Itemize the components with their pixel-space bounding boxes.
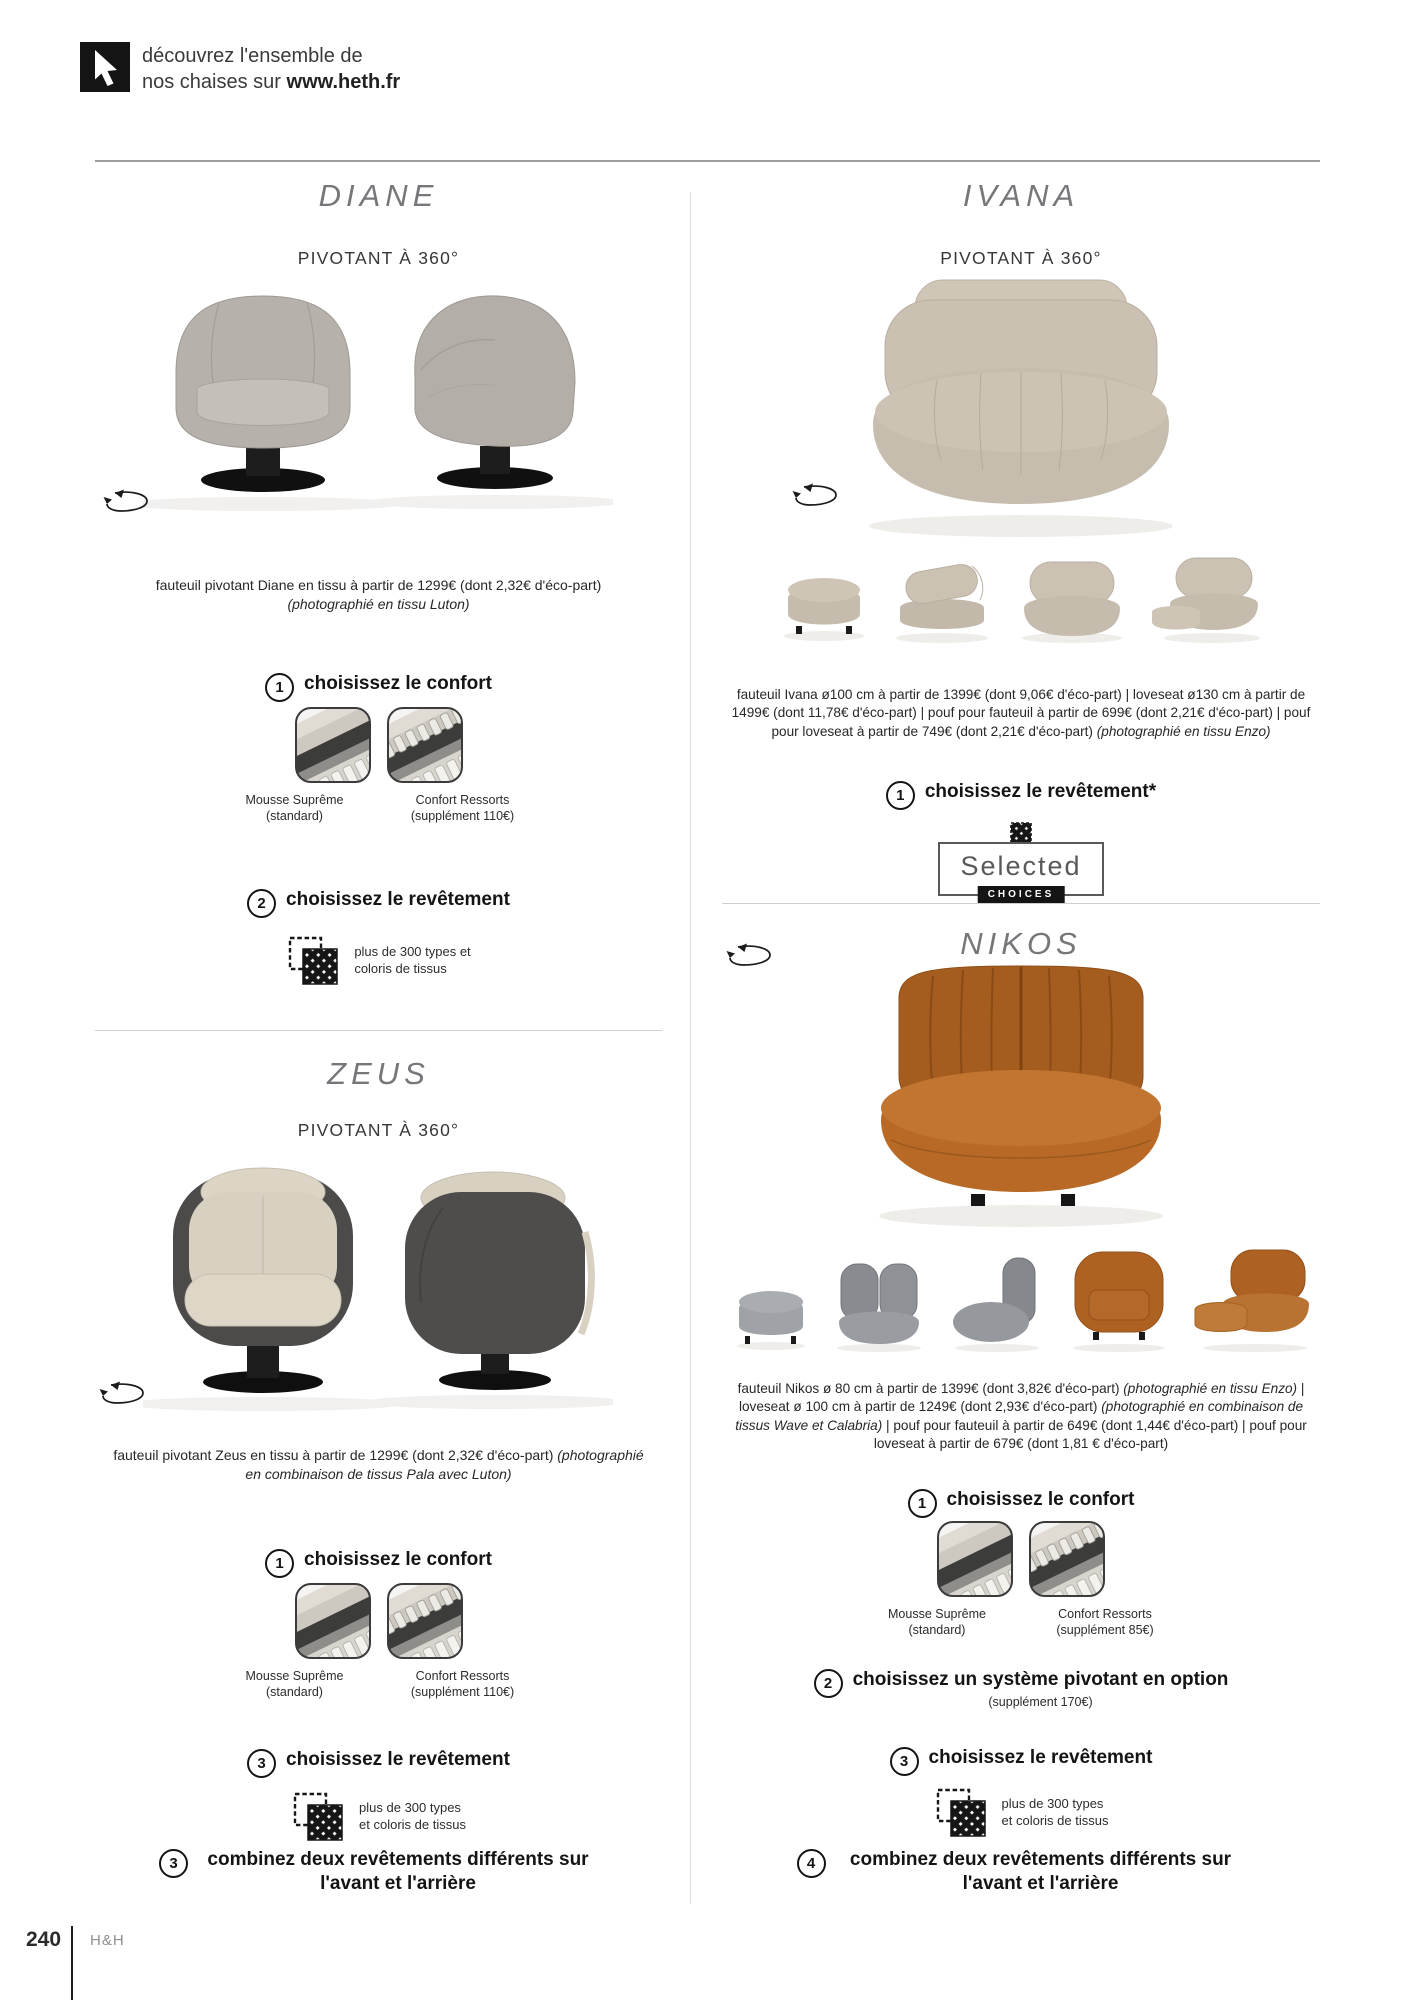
comfort-option-sub: (supplément 110€) xyxy=(410,809,515,824)
step-sublabel: (supplément 170€) xyxy=(988,1695,1093,1710)
step-number: 3 xyxy=(247,1749,276,1778)
footer-divider xyxy=(71,1926,73,2000)
zeus-comfort-labels xyxy=(95,1668,662,1701)
comfort-option-sub: (standard) xyxy=(266,809,323,824)
nikos-product-image xyxy=(821,958,1221,1238)
swivel-rotation-icon xyxy=(103,488,149,514)
comfort-option xyxy=(388,792,538,825)
nikos-chair-back-image xyxy=(1063,1238,1175,1358)
step-label: choisissez le confort xyxy=(304,1549,492,1570)
nikos-chair-side-image xyxy=(945,1238,1049,1358)
selected-choices-logo xyxy=(722,820,1320,900)
step-number: 1 xyxy=(908,1489,937,1518)
zeus-fabric-note xyxy=(95,1790,662,1844)
diane-fabric-note xyxy=(95,934,662,988)
comfort-mousse-thumbnail xyxy=(294,1582,372,1660)
ivana-product-image xyxy=(821,274,1221,547)
zeus-step-3 xyxy=(95,1848,662,1897)
nikos-pouf-image xyxy=(729,1238,813,1358)
step-label: choisissez le revêtement xyxy=(286,1749,510,1770)
step-number: 1 xyxy=(265,1549,294,1578)
zeus-step-1 xyxy=(95,1548,662,1578)
swivel-rotation-icon xyxy=(99,1380,145,1411)
left-column xyxy=(95,0,662,2000)
zeus-comfort-thumbnails xyxy=(95,1582,662,1660)
zeus-description: fauteuil pivotant Zeus en tissu à partir de 1299€ (dont 2,32€ d'éco-part) (photographié en combinaison de tissus Pala avec Luton) xyxy=(113,1447,644,1482)
nikos-step-3 xyxy=(722,1746,1320,1776)
right-column xyxy=(722,0,1320,2000)
column-divider xyxy=(690,192,691,1904)
step-label: choisissez le revêtement* xyxy=(924,781,1157,802)
step-label: combinez deux revêtements différents sur l'avant et l'arrière xyxy=(849,1849,1232,1895)
ivana-loveseat-image xyxy=(1012,546,1132,646)
diane-comfort-thumbnails xyxy=(95,706,662,784)
ivana-variant-images xyxy=(722,546,1320,646)
diane-step-1 xyxy=(95,672,662,702)
fabric-swatch-icon xyxy=(291,1790,345,1844)
step-number: 2 xyxy=(247,889,276,918)
ivana-subtitle: PIVOTANT À 360° xyxy=(940,248,1102,268)
zeus-title: ZEUS xyxy=(327,1056,430,1091)
nikos-comfort-thumbnails xyxy=(722,1520,1320,1598)
step-label: choisissez un système pivotant en option (supplément 170€) xyxy=(852,1669,1229,1710)
diane-comfort-labels xyxy=(95,792,662,825)
fabric-note-text: plus de 300 types et coloris de tissus xyxy=(359,1800,466,1832)
nikos-fabric-note xyxy=(722,1786,1320,1840)
comfort-mousse-thumbnail xyxy=(294,706,372,784)
fabric-swatch-icon xyxy=(934,1786,988,1840)
step-number: 4 xyxy=(797,1849,826,1878)
step-number: 1 xyxy=(265,673,294,702)
swivel-rotation-icon xyxy=(726,942,772,973)
step-number: 3 xyxy=(159,1849,188,1878)
step-label: choisissez le confort xyxy=(304,673,492,694)
nikos-comfort-labels xyxy=(722,1606,1320,1639)
diane-step-2 xyxy=(95,888,662,918)
comfort-ressorts-thumbnail xyxy=(1028,1520,1106,1598)
step-label: choisissez le confort xyxy=(946,1489,1135,1510)
comfort-option-name: Mousse Suprême xyxy=(245,793,344,807)
swivel-rotation-icon xyxy=(792,482,838,513)
zeus-product-image xyxy=(143,1146,613,1419)
nikos-variant-images xyxy=(722,1238,1320,1358)
ivana-description: fauteuil Ivana ø100 cm à partir de 1399€ (dont 9,06€ d'éco-part) | loveseat ø130 cm à partir de 1499€ (dont 11,78€ d'éco-part) | pouf pour fauteuil à partir de 699€ (dont 2,21€ d'éco-part) | pouf pour loveseat à partir de 749€ (dont 2,21€ d'éco-part) (photographié en tissu Enzo) xyxy=(731,687,1311,739)
zeus-step-2 xyxy=(95,1748,662,1778)
nikos-description: fauteuil Nikos ø 80 cm à partir de 1399€ (dont 3,82€ d'éco-part) (photographié en tissu Enzo) | loveseat ø 100 cm à partir de 1249€ (dont 2,93€ d'éco-part) (photographié en combinaison de tissus Wave et Calabria) | pouf pour fauteuil à partir de 649€ (dont 1,44€ d'éco-part) | pouf pour loveseat à partir de 679€ (dont 1,81 € d'éco-part) xyxy=(735,1381,1307,1452)
selected-logo-word: Selected xyxy=(960,851,1082,881)
comfort-option: Confort Ressorts (supplément 85€) xyxy=(1056,1607,1154,1638)
comfort-option xyxy=(220,792,370,825)
step-number: 1 xyxy=(886,781,915,810)
header-line2-prefix: nos chaises sur xyxy=(142,71,287,93)
selected-logo-badge: CHOICES xyxy=(978,886,1065,903)
step-label: choisissez le revêtement xyxy=(286,889,510,910)
step-number: 3 xyxy=(890,1747,919,1776)
diane-subtitle: PIVOTANT À 360° xyxy=(297,248,460,268)
header-url-link[interactable]: www.heth.fr xyxy=(286,71,401,93)
fabric-note-text: plus de 300 types et coloris de tissus xyxy=(354,944,471,976)
comfort-mousse-thumbnail xyxy=(936,1520,1014,1598)
step-label: combinez deux revêtements différents sur l'avant et l'arrière xyxy=(207,1849,589,1895)
selected-logo-box xyxy=(938,842,1103,900)
comfort-option: Confort Ressorts (supplément 110€) xyxy=(410,1669,515,1700)
ivana-pouf-image xyxy=(776,546,872,646)
brand-label: H&H xyxy=(90,1932,125,1949)
nikos-title: NIKOS xyxy=(960,926,1082,961)
nikos-chair-pouf-image xyxy=(1189,1238,1313,1358)
ivana-stacked-image xyxy=(886,546,998,646)
fabric-note-text: plus de 300 types et coloris de tissus xyxy=(1001,1796,1109,1828)
diane-product-image xyxy=(143,278,613,518)
ivana-chair-pouf-image xyxy=(1146,546,1266,646)
comfort-option: Mousse Suprême (standard) xyxy=(888,1607,986,1638)
nikos-chair-front-image xyxy=(827,1238,931,1358)
ivana-step-1 xyxy=(722,780,1320,810)
comfort-ressorts-thumbnail xyxy=(386,706,464,784)
step-label: choisissez le revêtement xyxy=(928,1747,1153,1768)
fabric-swatch-icon xyxy=(286,934,340,988)
nikos-step-1 xyxy=(722,1488,1320,1518)
diane-description: fauteuil pivotant Diane en tissu à partir de 1299€ (dont 2,32€ d'éco-part) (photographié en tissu Luton) xyxy=(155,577,602,612)
ivana-title: IVANA xyxy=(962,178,1080,213)
page-number: 240 xyxy=(26,1928,62,1951)
diane-title: DIANE xyxy=(318,178,439,213)
nikos-step-4 xyxy=(722,1848,1320,1897)
comfort-option-name: Confort Ressorts xyxy=(415,793,510,807)
header-line1: découvrez l'ensemble de xyxy=(142,45,363,67)
step-number: 2 xyxy=(814,1669,843,1698)
comfort-option: Mousse Suprême (standard) xyxy=(245,1669,344,1700)
nikos-step-2 xyxy=(722,1668,1320,1710)
comfort-ressorts-thumbnail xyxy=(386,1582,464,1660)
zeus-subtitle: PIVOTANT À 360° xyxy=(297,1120,460,1140)
